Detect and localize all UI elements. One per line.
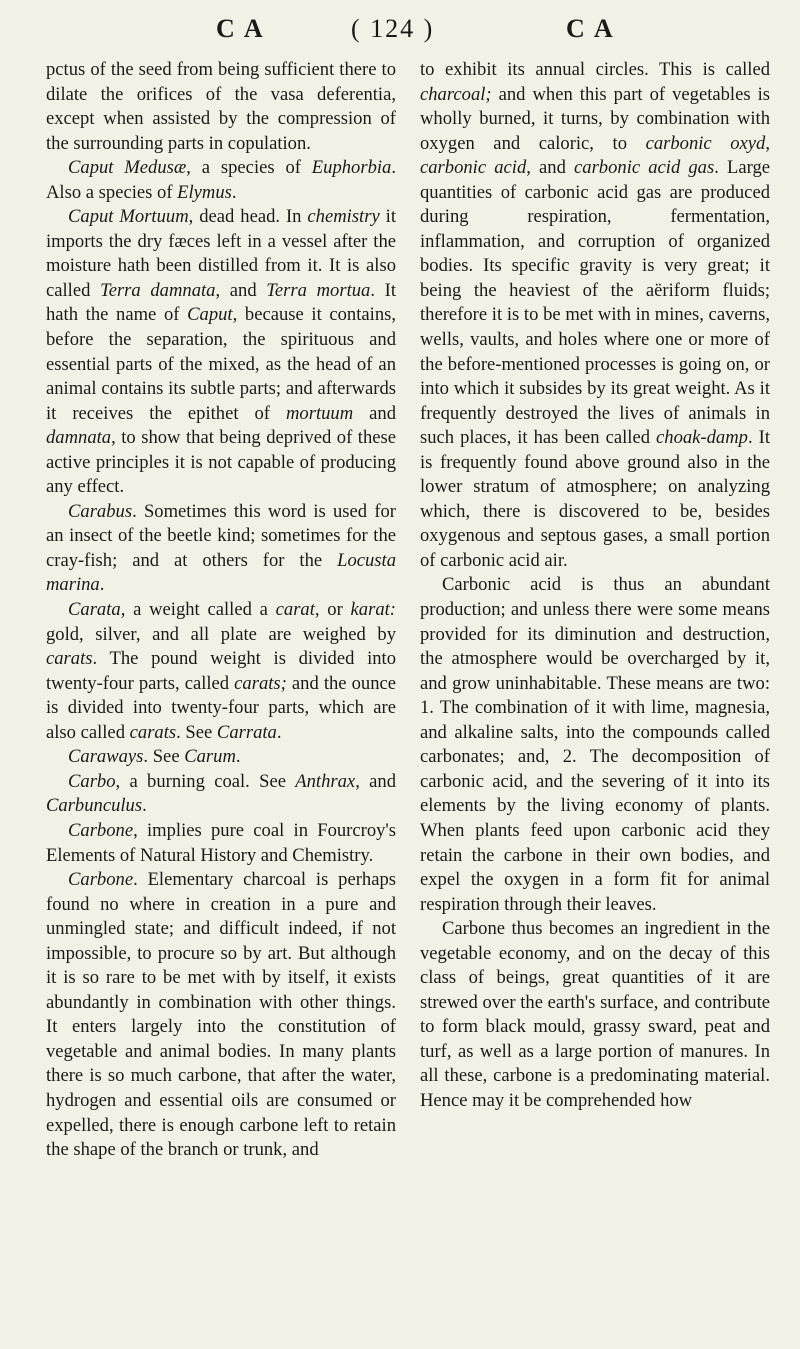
- text-run: ,: [765, 132, 771, 154]
- text-run: and when this part of vegetables is wholly burned, it turns, by combination with oxygen and caloric, to: [420, 83, 770, 154]
- italic-term: carats;: [234, 672, 287, 694]
- text-run: , implies pure coal in Fourcroy's Elements of Natural History and Chemistry.: [46, 819, 396, 866]
- text-run: . The pound weight is divided into twenty-four parts, called: [46, 648, 396, 694]
- paragraph-caput-mortuum: [46, 205, 396, 500]
- italic-term: Carbunculus: [46, 795, 143, 817]
- paragraph-carbone-thus: [420, 917, 770, 1113]
- text-run: .: [235, 746, 241, 768]
- paragraph-caraways: [46, 745, 396, 770]
- italic-term: carats: [129, 721, 177, 743]
- text-run: pctus of the seed from being sufficient there to dilate the orifices of the vasa deferentia, except when assisted by the compression of the surrounding parts in copulation.: [46, 59, 396, 154]
- paragraph-carbo: [46, 770, 396, 819]
- text-run: , because it contains, before the separation, the spirituous and essential parts of the mixed, as the head of an animal contains its subtle parts; and afterwards it receives the epithet of: [46, 304, 396, 424]
- text-run: . Also a species of: [46, 157, 396, 203]
- italic-term: Caput Mortuum: [68, 206, 189, 228]
- italic-term: Carbone: [68, 819, 134, 841]
- text-run: . It hath the name of: [46, 279, 397, 326]
- text-run: , a burning coal. See: [115, 770, 296, 792]
- text-run: and the ounce is divided into twenty-four parts, which are also called: [46, 672, 396, 743]
- italic-term: carats: [46, 648, 93, 670]
- paragraph-carabus: [46, 500, 396, 598]
- italic-term: mortuum: [286, 402, 354, 424]
- left-column: [46, 58, 396, 1163]
- text-run: .: [231, 181, 237, 203]
- running-head: [46, 14, 770, 48]
- text-run: gold, silver, and all plate are weighed by: [46, 623, 396, 645]
- right-column: [420, 58, 770, 1114]
- italic-term: Caput Medusæ: [68, 157, 187, 179]
- italic-term: carbonic oxyd: [645, 132, 766, 154]
- text-run: and: [353, 402, 396, 424]
- text-run: , and: [526, 157, 575, 179]
- text-run: , a weight called a: [120, 599, 276, 621]
- text-run: .: [142, 795, 147, 817]
- italic-term: Terra damnata: [100, 279, 216, 301]
- text-run: , dead head. In: [188, 206, 308, 228]
- text-run: , and: [355, 770, 396, 792]
- text-run: . Large quantities of carbonic acid gas are produced during respiration, fermentation, inflammation, and corruption of organized bodies. Its specific gravity is very great; it being the heaviest of the aëriform fluids; therefore it is to be met with in mines, caverns, wells, vaults, and holes where one or more of the before-mentioned processes is going on, or into which it subsides by its great weight. As it frequently destroyed the lives of animals in such places, it has been called: [420, 157, 771, 449]
- text-run: Carbonic acid is thus an abundant production; and unless there were some means provided for its diminution and destruction, the atmosphere would be overcharged by it, and grow uninhabitable. These means are two: 1. The combination of it with lime, magnesia, and alkaline salts, into the compounds called carbonates; and, 2. The decomposition of carbonic acid, and the severing of it into its elements by the living economy of plants. When plants feed upon carbonic acid they retain the carbone in their own bodies, and expel the oxygen in a form fit for animal respiration through their leaves.: [420, 574, 770, 915]
- italic-term: charcoal;: [420, 83, 492, 105]
- italic-term: Carbone: [68, 869, 134, 891]
- italic-term: Caput: [187, 304, 233, 326]
- text-columns: [46, 58, 770, 1343]
- text-run: , or: [314, 599, 351, 621]
- paragraph-carata: [46, 598, 396, 745]
- text-run: it imports the dry fæces left in a vessel after the moisture hath been distilled from it. It is also called: [46, 206, 397, 301]
- italic-term: Carabus: [68, 500, 133, 522]
- text-run: , and: [215, 279, 267, 301]
- italic-term: carat: [275, 599, 315, 621]
- text-run: . Sometimes this word is used for an insect of the beetle kind; sometimes for the cray-fish; and at others for the: [46, 500, 396, 571]
- text-run: , a species of: [186, 157, 312, 179]
- italic-term: Carata: [68, 599, 121, 621]
- italic-term: karat:: [350, 599, 396, 621]
- paragraph-carbone-1: [46, 819, 396, 868]
- text-run: . See: [176, 721, 217, 743]
- running-head-right: C A: [566, 14, 615, 43]
- text-run: , to show that being deprived of these active principles it is not capable of producing any effect.: [46, 427, 396, 498]
- italic-term: Anthrax: [295, 770, 356, 792]
- italic-term: choak-damp: [656, 427, 748, 449]
- text-run: Carbone thus becomes an ingredient in the vegetable economy, and on the decay of this class of beings, great quantities of it are strewed over the earth's surface, and contribute to form black mould, grassy sward, peat and turf, as well as a large portion of manures. In all these, carbone is a predominating material. Hence may it be comprehended how: [420, 918, 770, 1111]
- paragraph-cont: [46, 58, 396, 156]
- italic-term: damnata: [46, 427, 112, 449]
- italic-term: Caraways: [68, 746, 144, 768]
- italic-term: Terra mortua: [266, 279, 371, 301]
- page-number: ( 124 ): [351, 14, 435, 43]
- italic-term: Locusta marina: [46, 549, 396, 596]
- text-run: to exhibit its annual circles. This is called: [420, 59, 770, 80]
- italic-term: Carrata: [216, 721, 277, 743]
- italic-term: carbonic acid gas: [574, 157, 715, 179]
- paragraph-carbone-2: [46, 868, 396, 1163]
- paragraph-carbonic-acid: [420, 573, 770, 917]
- italic-term: Euphorbia: [311, 157, 392, 179]
- paragraph-cont: [420, 58, 770, 573]
- running-head-left: C A: [216, 14, 265, 43]
- italic-term: chemistry: [307, 206, 380, 228]
- text-run: . Elementary charcoal is perhaps found no where in creation in a pure and unmingled state; and difficult indeed, if not impossible, to procure so by art. But although it is so rare to be met with by itself, it exists abundantly in combination with other things. It enters largely into the constitution of vegetable and animal bodies. In many plants there is so much carbone, that after the water, hydrogen and essential oils are consumed or expelled, there is enough carbone left to retain the shape of the branch or trunk, and: [46, 869, 396, 1161]
- text-run: . It is frequently found above ground also in the lower stratum of atmosphere; on analyzing which, there is discovered to be, besides oxygenous and septous gases, a small portion of carbonic acid air.: [420, 427, 770, 571]
- text-run: .: [276, 721, 282, 743]
- paragraph-caput-medusae: [46, 156, 396, 205]
- italic-term: Elymus: [177, 181, 232, 203]
- text-run: .: [99, 574, 105, 596]
- italic-term: Carum: [184, 746, 236, 768]
- italic-term: Carbo: [68, 770, 116, 792]
- text-run: . See: [143, 746, 185, 768]
- italic-term: carbonic acid: [420, 157, 527, 179]
